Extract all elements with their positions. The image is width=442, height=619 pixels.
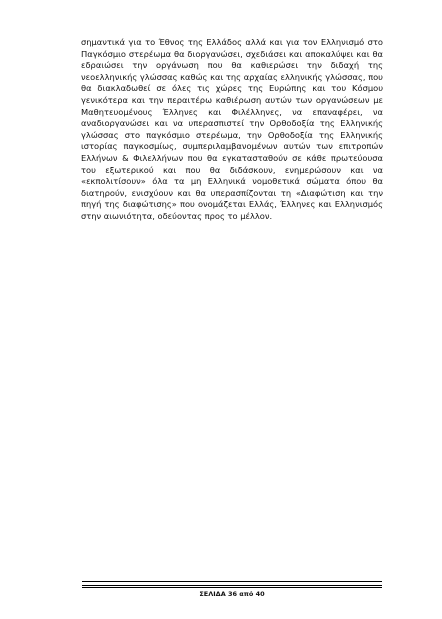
page-number: ΣΕΛΙΔΑ 36 από 40 — [199, 590, 265, 598]
footer-divider-thick — [82, 581, 382, 582]
body-paragraph: σημαντικά για το Έθνος της Ελλάδος αλλά και για τον Ελληνισμό στο Παγκόσμιο στερέωμα θα διοργανώσει, σχεδιάσει και αποκαλύψει και θα εδραιώσει την οργάνωση που θα καθιερώσει την διδαχή της νεοελληνικής γλώσσας καθώς και της αρχαίας ελληνικής γλώσσας, που θα διακλαδωθεί σε όλες τις χώρες της Ευρώπης και του Κόσμου γενικότερα και την περαιτέρω καθιέρωση αυτών των οργανώσεων με Μαθητευομένους Έλληνες και Φιλέλληνες, να επαναφέρει, να αναδιοργανώσει και να υπερασπιστεί την Ορθοδοξία της Ελληνικής γλώσσας στο παγκόσμιο στερέωμα, την Ορθοδοξία της Ελληνικής ιστορίας παγκοσμίως, συμπεριλαμβανομένων αυτών των επιτροπών Ελλήνων & Φιλελλήνων που θα εγκατασταθούν σε κάθε πρωτεύουσα του εξωτερικού και που θα διδάσκουν, ενημερώσουν και να «εκπολιτίσουν» όλα τα μη Ελληνικά νομοθετικά σώματα όπου θα διατηρούν, ενισχύουν και θα υπερασπίζονται τη «Διαφώτιση και την πηγή της διαφώτισης» που ονομάζεται Ελλάς, Έλληνες και Ελληνισμός στην αιωνιότητα, οδεύοντας προς το μέλλον. — [81, 37, 383, 221]
footer-divider-middle — [82, 585, 382, 586]
footer-divider-thin — [82, 587, 382, 588]
